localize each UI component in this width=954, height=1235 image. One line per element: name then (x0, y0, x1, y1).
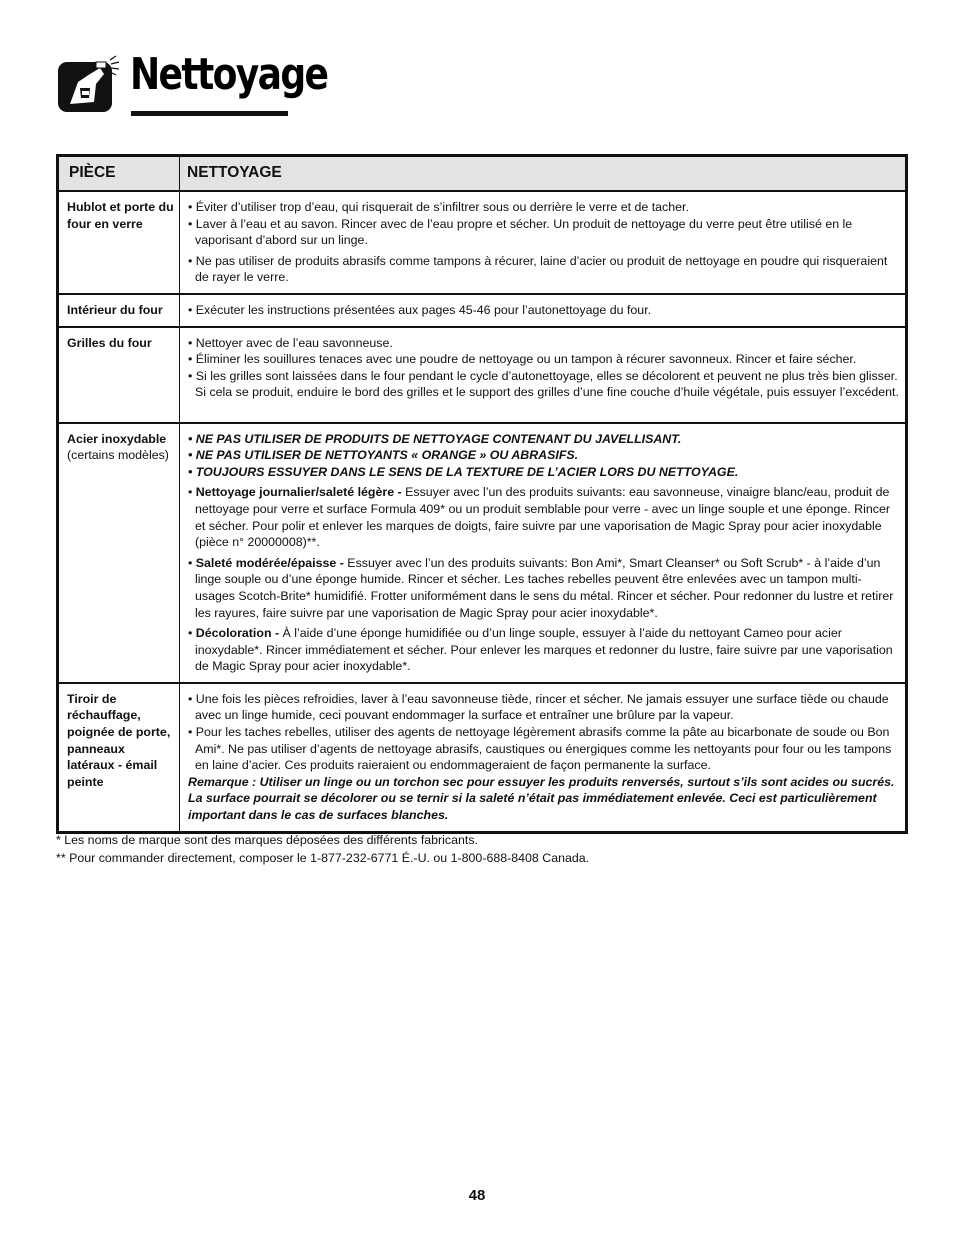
footnote: * Les noms de marque sont des marques déposées des différents fabricants. (56, 833, 478, 847)
list-item: • Nettoyer avec de l’eau savonneuse. (188, 335, 901, 352)
list-item: • Si les grilles sont laissées dans le four pendant le cycle d’autonettoyage, elles se décolorent et peuvent ne plus très bien glisser. Si cela se produit, enduire le bord des grilles et le support des grilles d’une fine couche d’huile végétale, puis essuyer l’excédent. (188, 368, 901, 401)
warning-item: • TOUJOURS ESSUYER DANS LE SENS DE LA TEXTURE DE L’ACIER LORS DU NETTOYAGE. (188, 464, 901, 481)
list-item (188, 555, 901, 621)
cleaning-cell (180, 294, 907, 327)
cleaning-cell (180, 191, 907, 294)
warning-item: • NE PAS UTILISER DE NETTOYANTS « ORANGE » OU ABRASIFS. (188, 447, 901, 464)
cleaning-cell (180, 423, 907, 683)
item-text: Essuyer avec l’un des produits suivants: eau savonneuse, vinaigre blanc/eau, produit de nettoyage pour verre et surface Formula 409* ou un produit semblable pour verre - avec un linge souple et une éponge. Rincer et sécher. Pour polir et enlever les marques de doigts, faire suivre par une vaporisation de Magic Spray pour acier inoxydable (pièce n° 20000008)**. (195, 485, 890, 550)
piece-cell: Grilles du four (58, 327, 180, 423)
table-row (58, 294, 907, 327)
item-lead: Saleté modérée/épaisse - (195, 555, 344, 570)
piece-cell: Hublot et porte du four en verre (58, 191, 180, 294)
list-item: • Laver à l’eau et au savon. Rincer avec de l’eau propre et sécher. Un produit de nettoyage du verre peut être utilisé en le vaporisant d’abord sur un linge. (188, 216, 901, 249)
piece-cell (58, 423, 180, 683)
list-item: • Pour les taches rebelles, utiliser des agents de nettoyage légèrement abrasifs comme la pâte au bicarbonate de soude ou Bon Ami*. Ne pas utiliser d’agents de nettoyage abrasifs, caustiques ou énergiques comme les nettoyants pour four ou les tampons en laine d’acier. Ces produits raieraient ou endommageraient de façon permanente la surface. (188, 724, 901, 774)
table-row (58, 191, 907, 294)
piece-cell: Tiroir de réchauffage, poignée de porte, panneaux latéraux - émail peinte (58, 683, 180, 833)
list-item: • Éliminer les souillures tenaces avec une poudre de nettoyage ou un tampon à récurer savonneux. Rincer et faire sécher. (188, 351, 901, 368)
list-item (188, 625, 901, 675)
piece-cell: Intérieur du four (58, 294, 180, 327)
item-text: Essuyer avec l’un des produits suivants: Bon Ami*, Smart Cleanser* ou Soft Scrub* - à l’aide d’un linge souple ou d’une éponge humide. Rincer et sécher. Les taches rebelles peuvent être enlevées avec un tampon multi-usages Scotch-Brite* humidifié. Frotter uniformément dans le sens du métal. Rincer et sécher. Pour redonner du lustre et retirer les rayures, faire suivre par une vaporisation de Magic Spray pour acier inoxydable*. (195, 555, 894, 620)
table-row (58, 327, 907, 423)
cleaning-cell (180, 683, 907, 833)
column-header-nettoyage: NETTOYAGE (180, 156, 907, 192)
item-text: À l’aide d’une éponge humidifiée ou d’un linge souple, essuyer à l’aide du nettoyant Cameo pour acier inoxydable*. Rincer immédiatement et sécher. Pour enlever les marques et redonner du lustre, faire suivre par une vaporisation de Magic Spray pour acier inoxydable*. (195, 626, 893, 674)
title-underline (131, 111, 288, 116)
list-item (188, 484, 901, 550)
list-item: • Exécuter les instructions présentées aux pages 45-46 pour l’autonettoyage du four. (188, 302, 901, 319)
warning-item: • NE PAS UTILISER DE PRODUITS DE NETTOYAGE CONTENANT DU JAVELLISANT. (188, 431, 901, 448)
cleaning-table (56, 154, 908, 834)
item-lead: Décoloration - (195, 626, 280, 641)
footnotes (56, 831, 916, 867)
column-header-piece: PIÈCE (58, 156, 180, 192)
table-row (58, 423, 907, 683)
list-item: • Éviter d’utiliser trop d’eau, qui risquerait de s’infiltrer sous ou derrière le verre et de tacher. (188, 199, 901, 216)
cleaning-hand-spray-icon (56, 54, 126, 114)
piece-label: Acier inoxydable (67, 431, 167, 446)
table-header-row (58, 156, 907, 192)
cleaning-cell (180, 327, 907, 423)
table-row (58, 683, 907, 833)
list-item: • Une fois les pièces refroidies, laver à l’eau savonneuse tiède, rincer et sécher. Ne jamais essuyer une surface tiède ou chaude avec un linge humide, ceci pouvant endommager la surface et entraîner une brûlure par la vapeur. (188, 691, 901, 724)
page-header (54, 50, 354, 120)
footnote: ** Pour commander directement, composer le 1-877-232-6771 É.-U. ou 1-800-688-8408 Canada. (56, 851, 590, 865)
page-title: Nettoyage (130, 49, 328, 100)
remark-text: Remarque : Utiliser un linge ou un torchon sec pour essuyer les produits renversés, surtout s’ils sont acides ou sucrés. La surface pourrait se décolorer ou se ternir si la saleté n’était pas immédiatement enlevée. Ceci est particulièrement important dans le cas de surfaces blanches. (188, 774, 895, 823)
page-number: 48 (468, 1187, 486, 1204)
piece-note: (certains modèles) (67, 448, 169, 463)
item-lead: Nettoyage journalier/saleté légère - (195, 485, 402, 500)
list-item: • Ne pas utiliser de produits abrasifs comme tampons à récurer, laine d’acier ou produit de nettoyage en poudre qui risqueraient de rayer le verre. (188, 253, 901, 286)
